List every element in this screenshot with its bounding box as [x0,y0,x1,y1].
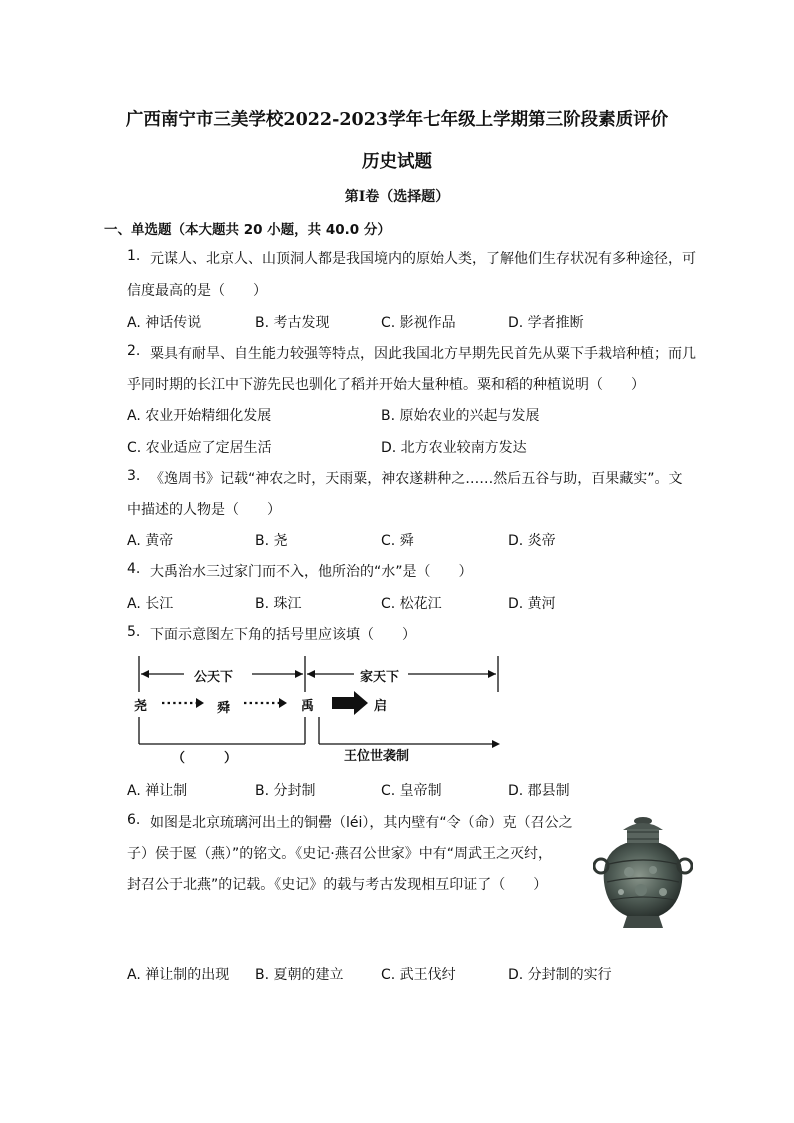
q6-option-a[interactable]: A. 禅让制的出现 [127,967,230,983]
q2-option-c[interactable]: C. 农业适应了定居生活 [127,440,272,456]
q4-stem-line1: 大禹治水三过家门而不入，他所治的“水”是（ ） [150,564,473,580]
diagram-node-qi: 启 [374,699,388,714]
q1-stem-line2: 信度最高的是（ ） [127,283,267,299]
q2-option-d[interactable]: D. 北方农业较南方发达 [381,440,527,456]
q2-option-a[interactable]: A. 农业开始精细化发展 [127,408,272,424]
q6-stem-line2: 子）侯于匽（燕）”的铭文。《史记·燕召公世家》中有“周武王之灭纣， [127,846,552,862]
q1-stem-line1: 元谋人、北京人、山顶洞人都是我国境内的原始人类，了解他们生存状况有多种途径，可 [150,251,696,267]
q6-option-d[interactable]: D. 分封制的实行 [508,967,612,983]
q2-option-b[interactable]: B. 原始农业的兴起与发展 [381,408,540,424]
diagram-left-span-label: 公天下 [194,670,234,685]
q4-option-b[interactable]: B. 珠江 [255,596,302,612]
diagram-blank-bracket: （ ） [172,751,238,766]
diagram-right-span-label: 家天下 [360,670,400,685]
q5-option-a[interactable]: A. 禅让制 [127,783,188,799]
q5-option-d[interactable]: D. 郡县制 [508,783,570,799]
q3-stem-line2: 中描述的人物是（ ） [127,502,281,518]
q3-option-b[interactable]: B. 尧 [255,533,288,549]
page-title: 广西南宁市三美学校2022-2023学年七年级上学期第三阶段素质评价 [125,110,669,130]
q6-stem-line1: 如图是北京琉璃河出土的铜罍（léi），其内壁有“令（命）克（召公之 [150,815,573,831]
q1-number: 1. [127,248,141,264]
q4-number: 4. [127,561,141,577]
q3-option-a[interactable]: A. 黄帝 [127,533,174,549]
q2-stem-line1: 粟具有耐旱、自生能力较强等特点，因此我国北方早期先民首先从粟下手栽培种植；而几 [150,346,696,362]
q6-stem-line3: 封召公于北燕”的记载。《史记》的载与考古发现相互印证了（ ） [127,877,548,893]
q4-option-c[interactable]: C. 松花江 [381,596,442,612]
q6-option-b[interactable]: B. 夏朝的建立 [255,967,344,983]
diagram-node-yao: 尧 [134,699,148,714]
page-subtitle: 历史试题 [362,152,432,172]
q5-option-b[interactable]: B. 分封制 [255,783,316,799]
q5-stem-line1: 下面示意图左下角的括号里应该填（ ） [150,627,416,643]
q1-option-d[interactable]: D. 学者推断 [508,315,584,331]
q2-stem-line2: 乎同时期的长江中下游先民也驯化了稻并开始大量种植。粟和稻的种植说明（ ） [127,377,645,393]
q6-option-c[interactable]: C. 武王伐纣 [381,967,456,983]
q3-option-c[interactable]: C. 舜 [381,533,414,549]
succession-diagram [128,652,508,754]
q1-option-b[interactable]: B. 考古发现 [255,315,330,331]
section-heading: 一、单选题（本大题共 20 小题，共 40.0 分） [104,222,391,238]
q4-option-d[interactable]: D. 黄河 [508,596,556,612]
q4-option-a[interactable]: A. 长江 [127,596,174,612]
q3-option-d[interactable]: D. 炎帝 [508,533,556,549]
volume-heading: 第I卷（选择题） [344,189,450,205]
diagram-node-yu: 禹 [301,699,315,714]
q3-stem-line1: 《逸周书》记载“神农之时，天雨粟，神农遂耕种之……然后五谷与助，百果藏实”。文 [150,471,683,487]
q5-number: 5. [127,624,141,640]
diagram-hereditary-label: 王位世袭制 [344,749,410,764]
diagram-node-shun: 舜 [217,701,231,716]
q5-option-c[interactable]: C. 皇帝制 [381,783,442,799]
q6-number: 6. [127,812,141,828]
bronze-lei-vessel-icon [593,812,693,930]
q1-option-a[interactable]: A. 神话传说 [127,315,202,331]
q1-option-c[interactable]: C. 影视作品 [381,315,456,331]
q2-number: 2. [127,343,141,359]
q3-number: 3. [127,468,141,484]
